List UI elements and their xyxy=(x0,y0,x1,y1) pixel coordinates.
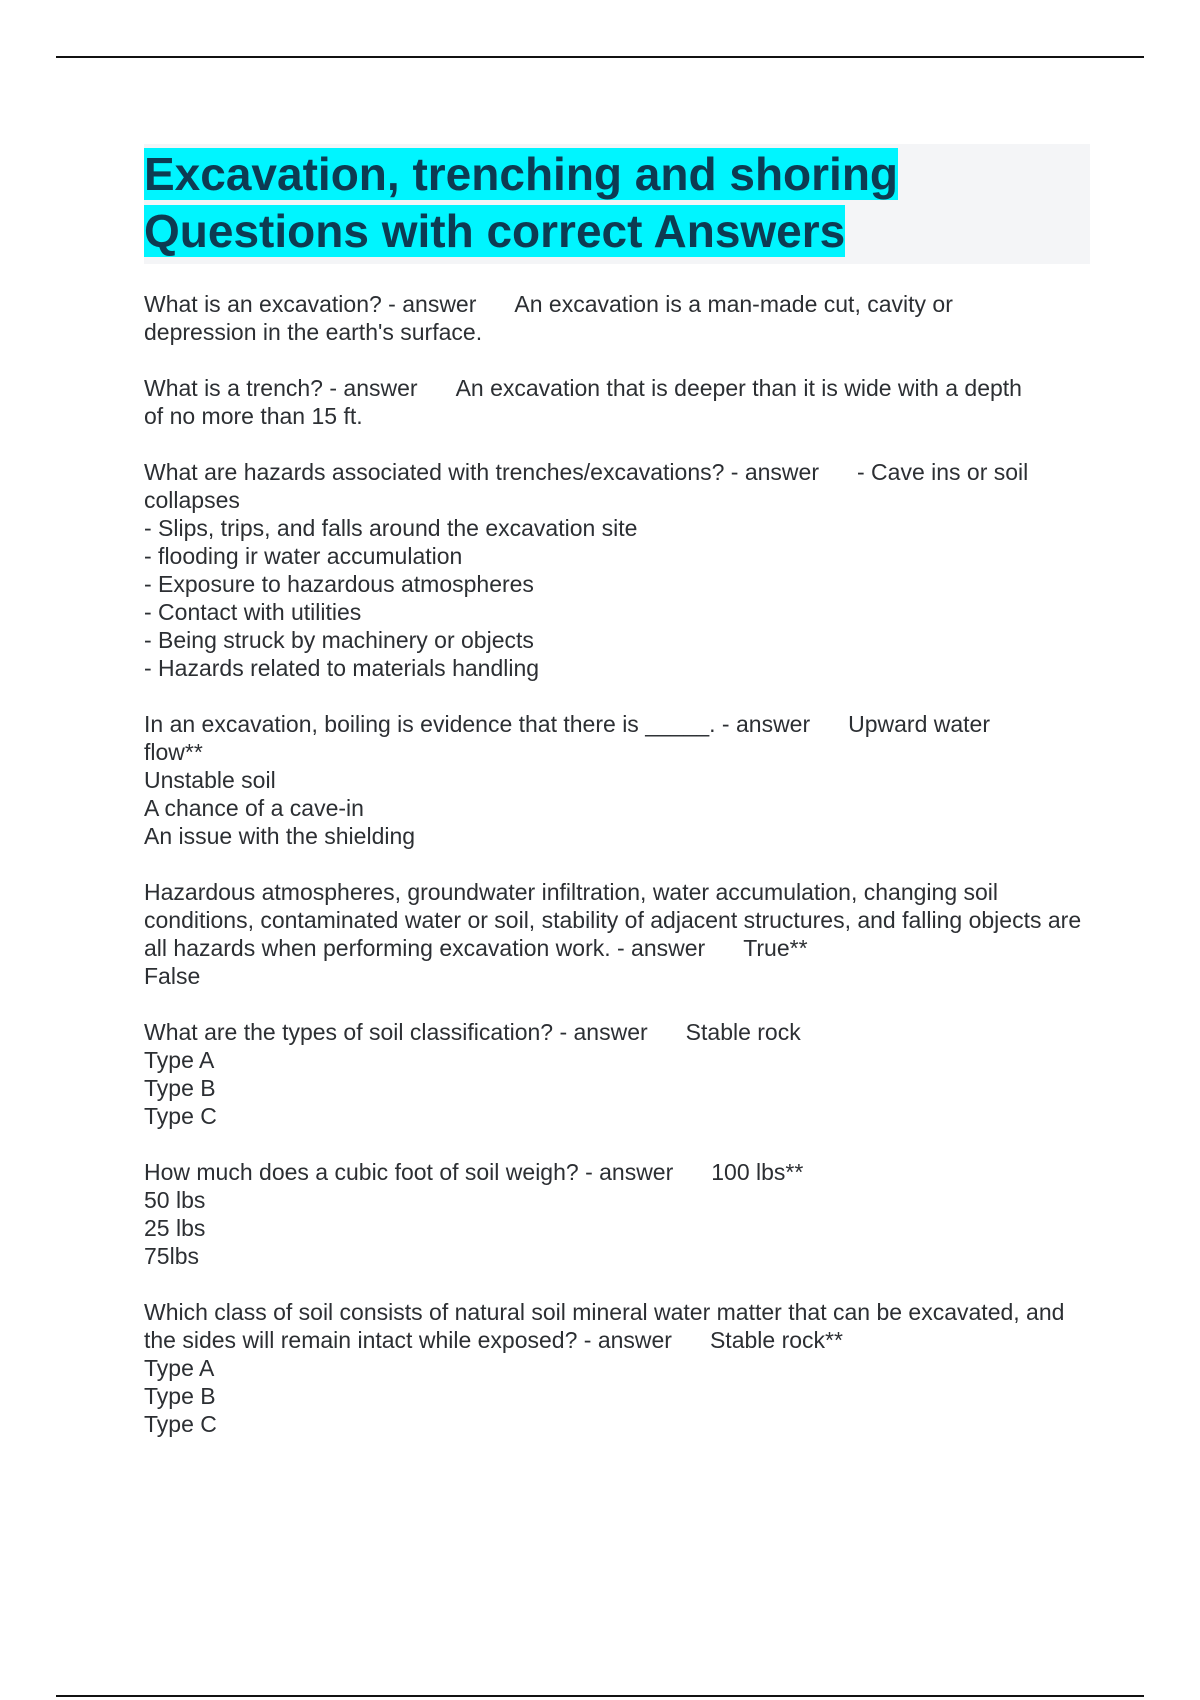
answer-line: Type B xyxy=(144,1383,216,1409)
qa-item xyxy=(144,290,1090,346)
answer-line: A chance of a cave-in xyxy=(144,795,364,821)
question-text: How much does a cubic foot of soil weigh? - answer xyxy=(144,1159,674,1185)
answer-line: Type A xyxy=(144,1355,215,1381)
answer-line: of no more than 15 ft. xyxy=(144,403,363,429)
answer-line: An issue with the shielding xyxy=(144,823,416,849)
question-text: In an excavation, boiling is evidence that there is _____. - answer xyxy=(144,711,811,737)
answer-line: - Slips, trips, and falls around the excavation site xyxy=(144,515,638,541)
question-text: Hazardous atmospheres, groundwater infiltration, water accumulation, changing soil conditions, contaminated water or soil, stability of adjacent structures, and falling objects are all hazards when performing excavation work. - answer xyxy=(144,879,1088,961)
top-rule xyxy=(56,56,1144,58)
answer-text: 100 lbs** xyxy=(711,1159,804,1185)
answer-text: An excavation is a man-made cut, cavity or xyxy=(514,291,953,317)
answer-line: - Being struck by machinery or objects xyxy=(144,627,534,653)
answer-line: False xyxy=(144,963,201,989)
answer-line: flow** xyxy=(144,739,203,765)
answer-line: 25 lbs xyxy=(144,1215,206,1241)
qa-item xyxy=(144,374,1090,430)
question-text: What is a trench? - answer xyxy=(144,375,418,401)
answer-text: An excavation that is deeper than it is wide with a depth xyxy=(455,375,1022,401)
answer-line: 75lbs xyxy=(144,1243,199,1269)
answer-line: collapses xyxy=(144,487,240,513)
answer-line: Type A xyxy=(144,1047,215,1073)
title-block xyxy=(144,144,1090,264)
question-text: What are hazards associated with trenches/excavations? - answer xyxy=(144,459,819,485)
answer-line: - Contact with utilities xyxy=(144,599,362,625)
answer-line: - flooding ir water accumulation xyxy=(144,543,463,569)
qa-item xyxy=(144,1018,1090,1130)
qa-item xyxy=(144,878,1090,990)
answer-line: 50 lbs xyxy=(144,1187,206,1213)
answer-line: Type B xyxy=(144,1075,216,1101)
question-text: What are the types of soil classification? - answer xyxy=(144,1019,648,1045)
title-line-2: Questions with correct Answers xyxy=(144,205,846,257)
answer-text: Stable rock** xyxy=(709,1327,843,1353)
answer-line: Type C xyxy=(144,1103,217,1129)
answer-line: - Exposure to hazardous atmospheres xyxy=(144,571,534,597)
qa-item xyxy=(144,458,1090,682)
answer-text: True** xyxy=(743,935,808,961)
answer-line: depression in the earth's surface. xyxy=(144,319,483,345)
qa-item xyxy=(144,1158,1090,1270)
qa-item xyxy=(144,710,1090,850)
page-title xyxy=(144,146,1090,260)
answer-text: Stable rock xyxy=(685,1019,801,1045)
answer-line: - Hazards related to materials handling xyxy=(144,655,540,681)
qa-item xyxy=(144,1298,1090,1438)
answer-line: Type C xyxy=(144,1411,217,1437)
question-text: Which class of soil consists of natural soil mineral water matter that can be excavated, and the sides will remain intact while exposed? - answer xyxy=(144,1299,1071,1353)
answer-text: Upward water xyxy=(848,711,991,737)
answer-line: Unstable soil xyxy=(144,767,276,793)
document-body xyxy=(144,144,1090,1466)
bottom-rule xyxy=(56,1695,1144,1697)
title-line-1: Excavation, trenching and shoring xyxy=(144,148,899,200)
question-text: What is an excavation? - answer xyxy=(144,291,477,317)
answer-text: - Cave ins or soil xyxy=(857,459,1029,485)
